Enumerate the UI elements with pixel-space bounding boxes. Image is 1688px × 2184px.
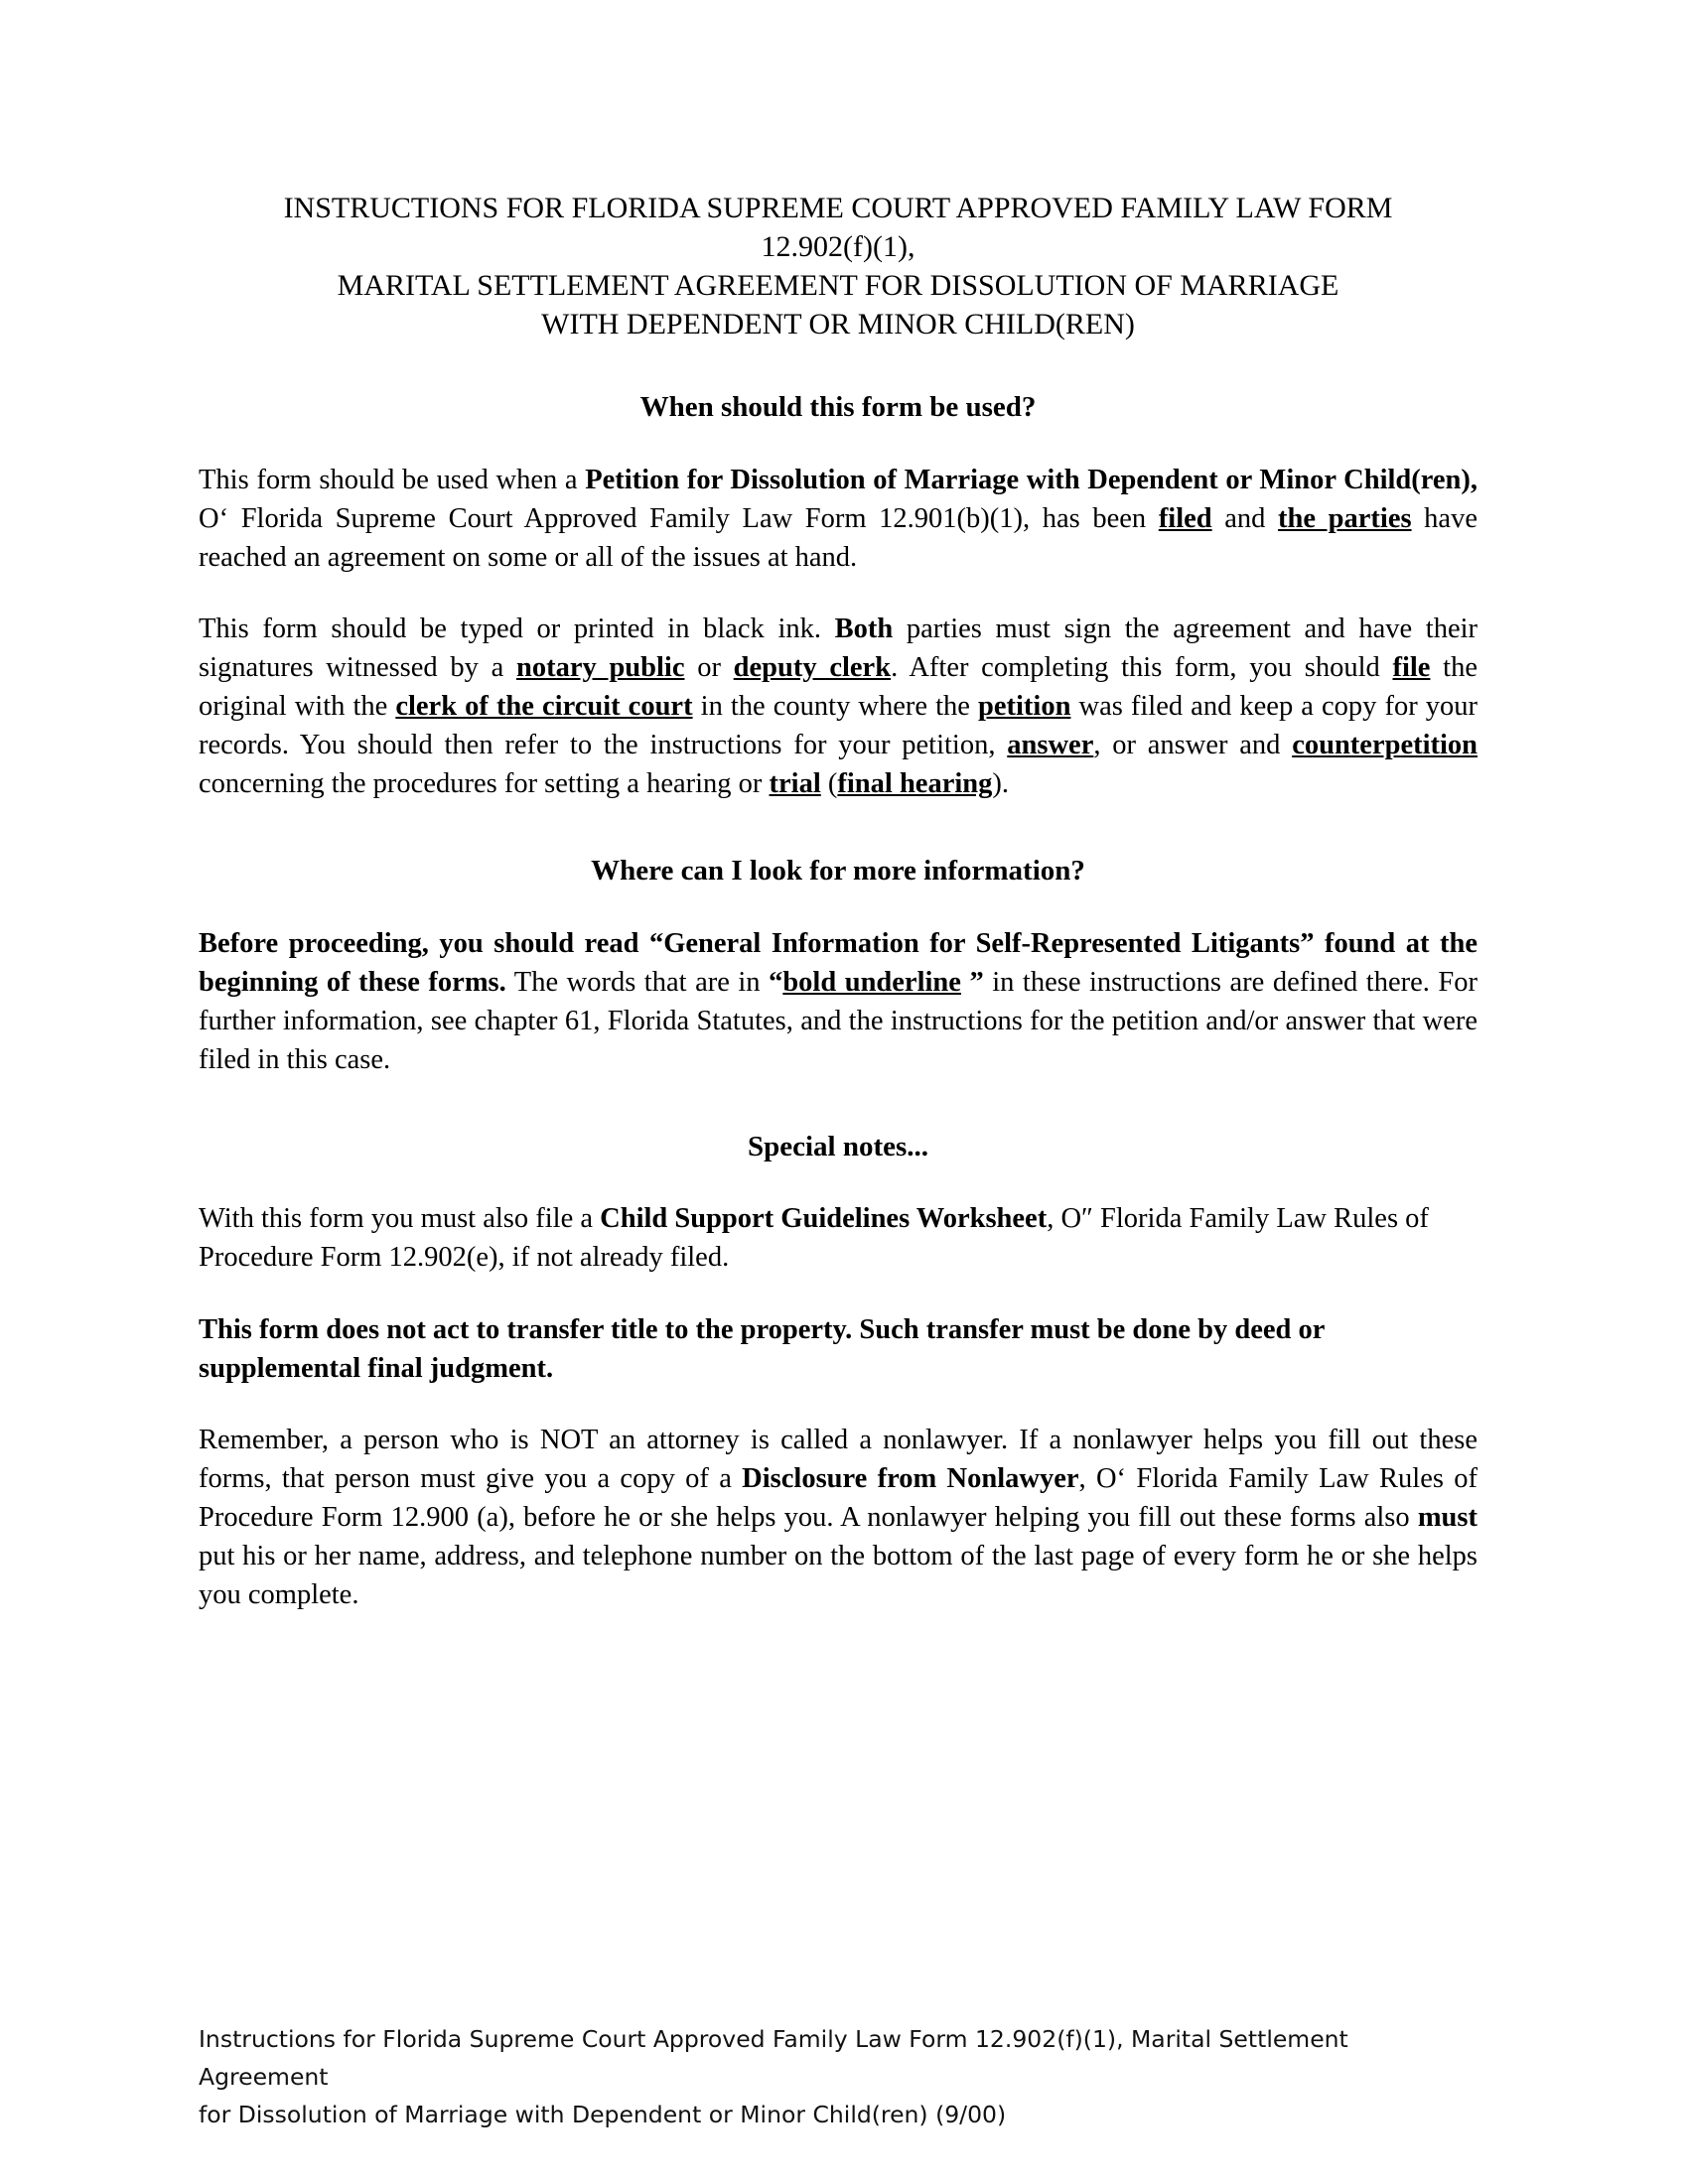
text-run: This form should be typed or printed in black ink. xyxy=(199,613,835,644)
title-line-3: MARITAL SETTLEMENT AGREEMENT FOR DISSOLUTION OF MARRIAGE xyxy=(337,269,1339,302)
heading-where-can-i-look-for-more-information: Where can I look for more information? xyxy=(591,854,1085,887)
defined-term-bold-underline: bold underline xyxy=(782,966,961,998)
bold-run-disclosure-from-nonlawyer: Disclosure from Nonlawyer xyxy=(742,1462,1079,1494)
text-run: was filed and keep a copy for your records. You should then refer to the instructions for your petition, xyxy=(199,690,1477,760)
paragraph-special-notes-2 xyxy=(199,1310,1477,1388)
defined-term-the-parties: the parties xyxy=(1278,502,1412,534)
text-run: ( xyxy=(820,767,838,799)
paragraph-special-notes-1 xyxy=(199,1199,1477,1277)
text-run: parties must sign the agreement and have their signatures witnessed by a xyxy=(199,613,1477,683)
text-run: , xyxy=(1470,464,1477,495)
paragraph-more-info-1 xyxy=(199,924,1477,1079)
heading-special-notes: Special notes... xyxy=(747,1130,929,1162)
defined-term-counterpetition: counterpetition xyxy=(1292,729,1478,760)
defined-term-answer: answer xyxy=(1007,729,1094,760)
defined-term-notary-public: notary public xyxy=(515,651,685,683)
page-footer xyxy=(199,2020,1430,2133)
text-run: ). xyxy=(992,767,1009,799)
text-run: Florida Family Law Rules of Procedure Form 12.902(e), if not already filed. xyxy=(199,1203,1429,1274)
text-run: put his or her name, address, and telephone number on the bottom of the last page of every form he or she helps you complete. xyxy=(199,1540,1477,1610)
text-run: Florida Family Law Rules of Procedure Form 12.900 (a), before he or she helps you. A nonlawyer helping you fill out these forms also xyxy=(199,1462,1477,1533)
bold-run-child-support-guidelines-worksheet: Child Support Guidelines Worksheet xyxy=(600,1203,1048,1235)
paragraph-when-used-1 xyxy=(199,461,1477,577)
defined-term-final-hearing: final hearing xyxy=(837,767,993,799)
text-run: Florida Supreme Court Approved Family Law Form 12.901(b)(1), has been xyxy=(228,502,1159,534)
title-line-2: 12.902(f)(1), xyxy=(761,230,915,263)
bold-run-both: Both xyxy=(834,613,894,644)
text-run: concerning the procedures for setting a hearing or xyxy=(199,767,770,799)
footer-line-1: Instructions for Florida Supreme Court Approved Family Law Form 12.902(f)(1), Marital Settlement Agreement xyxy=(199,2025,1348,2092)
bold-run-before-proceeding: Before proceeding, you should read “General Information for Self-Represented Litigants” found at the beginning of these forms. xyxy=(199,927,1477,998)
paragraph-special-notes-3 xyxy=(199,1421,1477,1614)
text-run: , xyxy=(1047,1203,1061,1235)
page-title xyxy=(199,189,1477,343)
text-run: the original with the xyxy=(199,651,1477,722)
defined-term-petition: petition xyxy=(978,690,1071,722)
defined-term-deputy-clerk: deputy clerk xyxy=(733,651,892,683)
defined-term-file: file xyxy=(1392,651,1431,683)
text-run: or xyxy=(684,651,734,683)
symbol-glyph-o-quote: Ο‘ xyxy=(1095,1462,1127,1494)
text-run: , xyxy=(1078,1462,1096,1494)
bold-run-must: must xyxy=(1417,1501,1477,1533)
symbol-glyph-o-dblquote: Ο″ xyxy=(1060,1203,1093,1235)
document-content xyxy=(199,189,1477,1614)
title-line-1: INSTRUCTIONS FOR FLORIDA SUPREME COURT APPROVED FAMILY LAW FORM xyxy=(283,192,1393,224)
symbol-glyph-o-quote: Ο‘ xyxy=(199,502,229,534)
quote-close: ” xyxy=(960,966,984,998)
text-run: . After completing this form, you should xyxy=(891,651,1393,683)
defined-term-trial: trial xyxy=(769,767,821,799)
paragraph-when-used-2 xyxy=(199,610,1477,803)
text-run: The words that are in xyxy=(505,966,770,998)
text-run: This form should be used when a xyxy=(199,464,586,495)
quote-open: “ xyxy=(769,966,783,998)
defined-term-clerk-of-the-circuit-court: clerk of the circuit court xyxy=(395,690,693,722)
text-run: , or answer and xyxy=(1093,729,1293,760)
footer-line-2: for Dissolution of Marriage with Dependent or Minor Child(ren) (9/00) xyxy=(199,2101,1007,2129)
text-run: in these instructions are defined there. For further information, see chapter 61, Florida Statutes, and the instructions for the petition and/or answer that were filed in this case. xyxy=(199,966,1478,1075)
bold-run-no-transfer-title: This form does not act to transfer title to the property. Such transfer must be done by deed or supplemental final judgment. xyxy=(199,1313,1325,1384)
text-run: With this form you must also file a xyxy=(199,1203,601,1235)
text-run: have reached an agreement on some or all of the issues at hand. xyxy=(199,502,1477,573)
defined-term-filed: filed xyxy=(1158,502,1212,534)
text-run: in the county where the xyxy=(692,690,978,722)
text-run: Remember, a person who is NOT an attorney is called a nonlawyer. If a nonlawyer helps you fill out these forms, that person must give you a copy of a xyxy=(199,1424,1477,1494)
text-run: and xyxy=(1211,502,1279,534)
bold-run-petition-title: Petition for Dissolution of Marriage with Dependent or Minor Child(ren) xyxy=(585,464,1471,495)
heading-when-should-this-form-be-used: When should this form be used? xyxy=(639,391,1037,423)
title-line-4: WITH DEPENDENT OR MINOR CHILD(REN) xyxy=(541,308,1135,341)
